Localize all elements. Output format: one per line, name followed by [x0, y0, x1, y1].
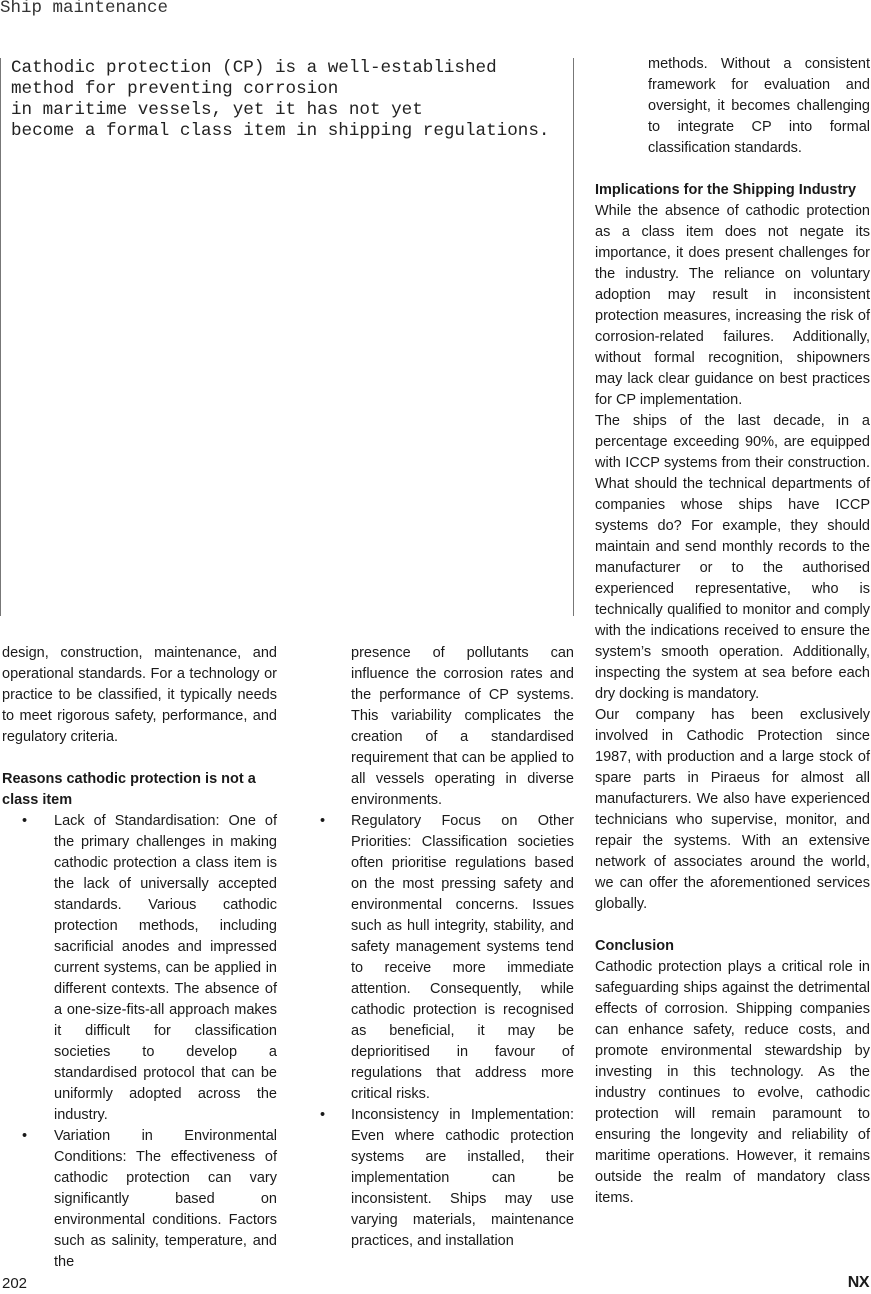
paragraph: presence of pollutants can influence the corrosion rates and the performance of CP systems. This variability complicates the creation of a standardised requirement that can be applied to all vessels operating in diverse environments.: [351, 645, 574, 808]
paragraph: methods. Without a consistent framework for evaluation and oversight, it becomes challenging to integrate CP into formal classification standards.: [648, 56, 870, 156]
section-heading: Conclusion: [595, 938, 674, 954]
bullet-icon: •: [22, 813, 28, 829]
bullet-list: [320, 811, 574, 1252]
paragraph: Cathodic protection plays a critical role in safeguarding ships against the detrimental effects of corrosion. Shipping companies can enhance safety, reduce costs, and promote environmental stewardship by investing in this technology. As the industry continues to evolve, cathodic protection will remain paramount to ensuring the longevity and reliability of maritime operations. However, it remains outside the realm of mandatory class items.: [595, 959, 870, 1206]
section-heading: Reasons cathodic protection is not a class item: [2, 771, 256, 808]
list-item-text: Regulatory Focus on Other Priorities: Classification societies often prioritise regulations based on the most pressing safety and environmental concerns. Issues such as hull integrity, stability, and safety management systems tend to receive more immediate attention. Consequently, while cathodic protection is recognised as beneficial, it may be deprioritised in favour of regulations that address more critical risks.: [351, 813, 574, 1102]
bullet-icon: •: [22, 1128, 28, 1144]
pull-quote: [0, 58, 574, 616]
section-heading: Implications for the Shipping Industry: [595, 182, 857, 198]
paragraph: The ships of the last decade, in a percentage exceeding 90%, are equipped with ICCP systems from their construction. What should the technical departments of companies whose ships have ICCP systems do? For example, they should maintain and send monthly records to the manufacturer or to the authorised experienced representative, who is technically qualified to monitor and comply with the indications received to ensure the system’s smooth operation. Additionally, inspecting the system at sea before each dry docking is mandatory.: [595, 413, 870, 702]
paragraph: While the absence of cathodic protection as a class item does not negate its importance, it does present challenges for the industry. The reliance on voluntary adoption may result in inconsistent protection measures, increasing the risk of corrosion-related failures. Additionally, without formal recognition, shipowners may lack clear guidance on best practices for CP implementation.: [595, 203, 870, 408]
list-item: [2, 811, 277, 1126]
list-item: [320, 811, 574, 1105]
bullet-icon: •: [320, 813, 326, 829]
list-item: [2, 1126, 277, 1273]
column-2: [320, 643, 574, 1252]
publication-logo: NX: [847, 1274, 869, 1291]
column-1: [2, 643, 277, 1273]
list-item: [320, 1105, 574, 1252]
paragraph: Our company has been exclusively involved in Cathodic Protection since 1987, with production and a large stock of spare parts in Piraeus for almost all manufacturers. We also have experienced technicians who supervise, monitor, and repair the systems. With an extensive network of associates around the world, we can offer the aforementioned services globally.: [595, 707, 870, 912]
paragraph: design, construction, maintenance, and operational standards. For a technology or practice to be classified, it typically needs to meet rigorous safety, performance, and regulatory criteria.: [2, 645, 277, 745]
pull-quote-text: Cathodic protection (CP) is a well-established method for preventing corrosion in maritime vessels, yet it has not yet become a formal class item in shipping regulations.: [11, 58, 550, 141]
list-item-text: Lack of Standardisation: One of the primary challenges in making cathodic protection a class item is the lack of universally accepted standards. Various cathodic protection methods, including sacrificial anodes and impressed current systems, can be applied in different contexts. The absence of a one-size-fits-all approach makes it difficult for classification societies to develop a standardised protocol that can be uniformly adopted across the industry.: [54, 813, 277, 1123]
running-head: Ship maintenance: [0, 0, 169, 18]
page-number: 202: [2, 1275, 28, 1292]
bullet-icon: •: [320, 1107, 326, 1123]
list-item-text: Variation in Environmental Conditions: The effectiveness of cathodic protection can vary significantly based on environmental conditions. Factors such as salinity, temperature, and the: [54, 1128, 277, 1270]
bullet-list: [2, 811, 277, 1273]
column-3: [595, 54, 870, 1209]
list-item-text: Inconsistency in Implementation: Even where cathodic protection systems are installed, their implementation can be inconsistent. Ships may use varying materials, maintenance practices, and installation: [351, 1107, 574, 1249]
